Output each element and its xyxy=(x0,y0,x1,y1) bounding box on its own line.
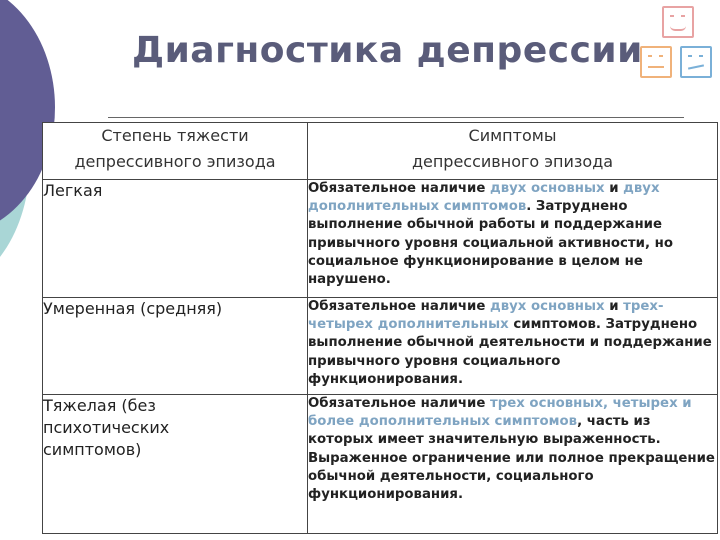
title-divider xyxy=(108,117,684,118)
table-row xyxy=(43,298,718,395)
header-symptoms xyxy=(308,123,718,180)
symptom-text: и xyxy=(604,181,624,196)
header-severity xyxy=(43,123,308,180)
symptoms-cell xyxy=(308,395,718,534)
symptom-text: Обязательное наличие xyxy=(308,181,490,196)
table-row xyxy=(43,180,718,298)
severity-cell: Легкая xyxy=(43,180,308,298)
highlighted-text: трех-четырех дополнительных xyxy=(308,299,664,333)
symptom-text: , часть из которых имеет значительную выраженность. Выраженное ограничение или полное прекращение обычной деятельности, социального функционирования. xyxy=(308,414,715,503)
page-title: Диагностика депрессии xyxy=(132,30,643,71)
highlighted-text: двух основных xyxy=(489,181,605,196)
severity-cell: Тяжелая (без психотических симптомов) xyxy=(43,395,308,534)
depression-severity-table xyxy=(42,122,718,534)
highlighted-text: двух дополнительных симптомов xyxy=(308,181,660,215)
neutral-face-icon xyxy=(640,46,672,78)
severity-cell: Умеренная (средняя) xyxy=(43,298,308,395)
symptom-text: и xyxy=(604,299,624,314)
smiley-face-icon xyxy=(662,6,694,38)
highlighted-text: двух основных xyxy=(489,299,605,314)
confused-face-icon xyxy=(680,46,712,78)
symptoms-cell xyxy=(308,298,718,395)
header-symptoms-line1: Симптомы xyxy=(468,126,557,145)
header-symptoms-line2: депрессивного эпизода xyxy=(411,152,614,171)
symptoms-cell xyxy=(308,180,718,298)
header-severity-line2: депрессивного эпизода xyxy=(74,152,276,171)
symptom-text: . Затруднено выполнение обычной работы и поддержание привычного уровня социальной активности, но социальное функционирование в целом не нарушено. xyxy=(308,199,673,288)
faces-logo xyxy=(636,4,716,80)
table-row xyxy=(43,395,718,534)
symptom-text: Обязательное наличие xyxy=(308,299,490,314)
header-severity-line1: Степень тяжести xyxy=(101,126,249,145)
symptom-text: Обязательное наличие xyxy=(308,396,490,411)
highlighted-text: трех основных, четырех и более дополнительных симптомов xyxy=(308,396,692,430)
table-header-row xyxy=(43,123,718,180)
symptom-text: симптомов. Затруднено выполнение обычной деятельности и поддержание привычного уровня социального функционирования. xyxy=(308,317,712,387)
